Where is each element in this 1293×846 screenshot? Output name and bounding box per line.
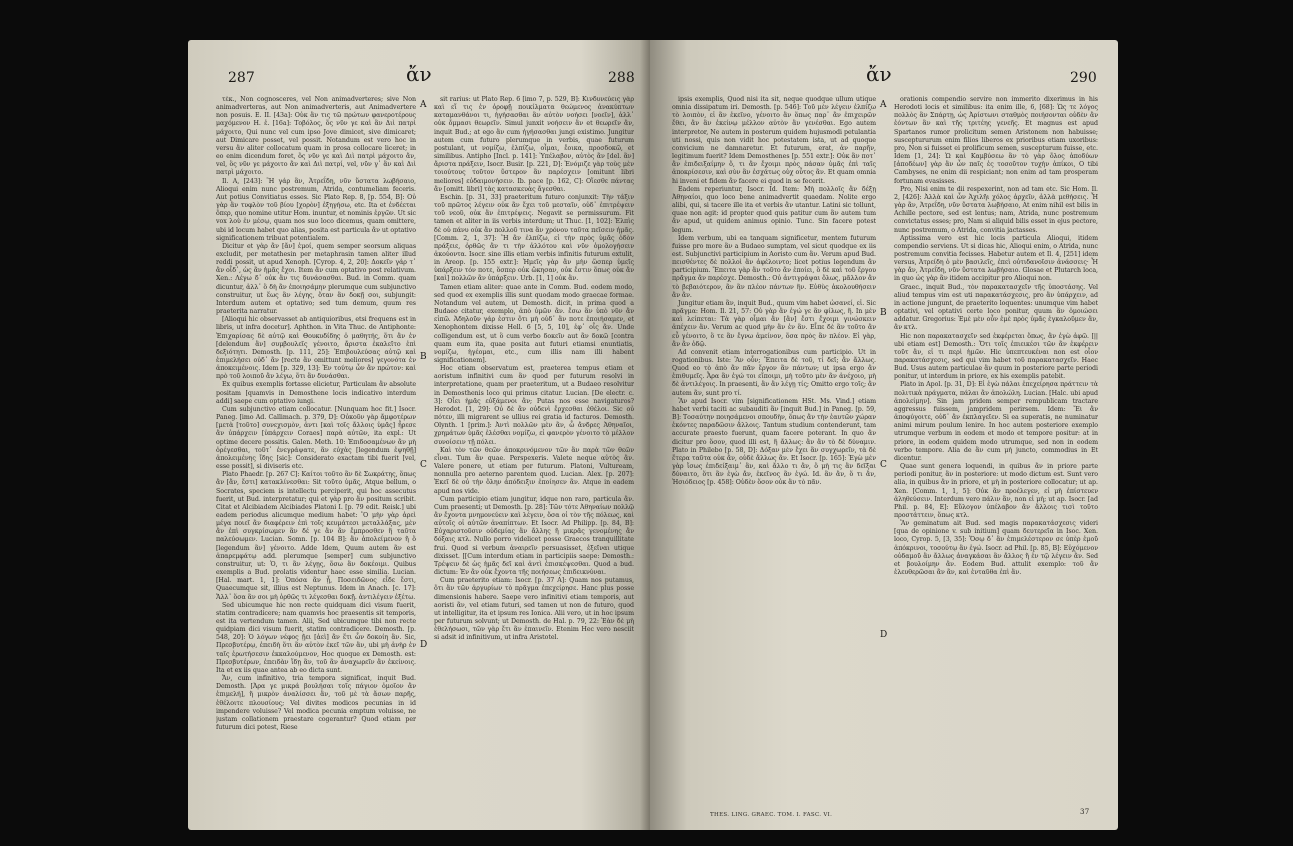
paragraph: Graec., inquit Bud., τὸν παρακατασχεῖν τῆς ὑποστάσης. Vel aliud tempus vim est uti παρακατάσχεσις, pro ἂν ὑπάρχειν, ad in actione jungunt, de praeterito loquentes: unumque vim habet optativi, vel optativi certe loco ponitur, quum ἂν ὁμοιώσει addatur. Gregorius: Ἐμὲ μὲν οὖν ἐμὲ πρὸς ὑμᾶς ἐγκαλοῦμεν ἂν, ἂν κτλ.	[894, 283, 1098, 332]
paragraph: orationis compendio servire non immerito dixerimus in his Herodoti locis et similibus: ita enim ille, 6, [68]: Ὡς τε λόγος πολλὸς ἂν Σπάρτῃ, ὡς Ἀρίστωνι σταθμὸς ποιήσονται οὐδὲν ἂν ἐόντων ἂν καὶ τῆς τριτέης γενεῆς. Et magnus est apud Spartanos rumor prolicitum semen Aristonem non habuisse; susceptururum enim filios liberos ex prioribus etiam uxoribus: pro, Non si fuisset ei prolificum semen, suscepturum fuisse, etc. Idem [1, 24]: Ὡ καὶ Καμβύσεω ἂν τὸ γὰρ ὅλος ἀποδύων [ἀποδέων] γὰρ ἂν ὧν παῖς ἐς τοσοῦτον τυχὴν ἀπίκοι, Ο tibi Cambyses, ne enim dii respiciant; non enim ad tam prosperam fortunam evasisses.	[894, 96, 1098, 185]
running-word: ἄν	[406, 62, 432, 86]
margin-letter: A	[880, 100, 887, 110]
paragraph: Plato Phaedr. [p. 267 C]: Καίτοι τοῦτο ἂν δὲ Σωκράτης, ὅπως ἂν [ἄν, ἔστι] κατακλίνεσθαι: Sit τοῦτο ὑμᾶς, Atque bellum, o Socrates, speciem is intellectu perciperit, qui hoc assecutus fuerit, ut Bud. interpretatur; qui et γὰρ pro ἂν positum scribit. Citat et Alcibiadem Alcibiades Platoni I. [p. 79 edit. Reisk.] ubi eadem periodus alicumque medium habet: Ὃ μὴν γὰρ ἀρεὶ μέγα ποιεῖ ἂν διαφέρειν ἐπὶ τοῖς κευμάτεσι μεταλλάξας, μὲν ἂν ἐπὶ συγκρίσωμεν ἂν δέ γε ἂν ἂν ἔμπροσθεν ἢ ταῦτα παλεύσωμεν. Lucian. Somn. [p. 104 B]: ἂν ἀπολείμενον ἢ ὃ [legendum ἂν] γένοιτο. Adde Idem, Quum autem ἂν est ἀπαρεμφάτῳ add. plerumque [semper] cum subjunctivo construitur, ut: Ὁ, τι ἂν λέγῃς, ὅσω ἂν δοκέοιμι. Quibus exemplis a Bud. prolatis videntur haec esse similia. Lucian. [Hal. mart. 1, 1]: Ὁπόσα ἂν ᾖ, Ποσειδῶνος εἶδε ἔστι, Quaecumque sit, illius est Neptunus. Idem in Anach. [c. 17]: Ἄλλ᾽ ὅσα ἂν σοι μὴ ὀρθῶς τι λέγεσθαι δοκῇ. ἀντιλέγειν ἐξέτω.	[216, 471, 416, 601]
paragraph: Ἂν geminatum ait Bud. sed magis παρακατάσχεσις videri [qua de opinione v. sub initium] quam δευτερεῖα in Isoc. Xen. loco, Cyrop. 5, [3, 35]: Ὅσῳ δ᾽ ἂν ἐπιμελέστερον σε ὑπὲρ ἐμοῦ ἀπόκρινοι, τοσούτῳ ἂν ἐγώ. Isocr. ad Phil. [p. 85, B]: Εὐχόμενον οὐδαμοῦ ἂν ἄλλως ἀναγκάσαι ἂν ἄλλος ἢ ἐν τῷ λέγειν ἂν. Sed et βουλοίμην ἂν. Eodem Bud. attulit exemplo: τοῦ ἂν ἐλευθερῶσαι ἂν ἂν, καὶ ἐνταῦθα ἐπὶ ἂν.	[894, 520, 1098, 577]
paragraph: Cum subjunctivo etiam collocatur. [Nunquam hoc fit.] Isocr. Paneg. [imo Ad. Callimach. p. 379, D]: Οὐκοῦν γὰρ ἄμφοτέρων [μετὰ [τοῦτο] συνεχισμὸν, ἀντι [καὶ τοῖς ἄλλοις ὑμᾶς] ἦρεσε ἂν ὑπάρχειν [ὑπάρχειν Coraes] παρὰ αὐτῶν, ita expl.: Ut optime decere possitis. Galen. Meth. 10: Ἐπιδοσαμένων ἂν μὴ ὀρέγεσθαι, τοῦτ᾽ ἐνεγράψατε, ἂν εὐχὰς [legendum ἐψηθῇ] ἀπολειμένης ἴδης [sic]: Considerato exactam tibi fuerit [vel, esse possit], si diviseris etc.	[216, 405, 416, 471]
paragraph: Ad convenit etiam interrogationibus cum participio. Ut in rogationibus. Iste: Ἂν οὖν; Ἔπειτα δὲ τοῦ, τί δεῖ; ἂν ἄλλως. Quod eo τὸ ἀπὸ ἂν πᾶν ἔργον ἂν πάντων; ut ipsa ergo ἂν ἐπιθυμεῖς. Ἆρα ἂν ἐγώ τοι εἴποιμι, μὴ τοῦτο μὲν ἂν ἀνέχοιο, μὴ δὲ ἀντιλέγοις. In praesenti, ἂν ἂν λέγῃ τίς; Omitto ergo τοῖς; ἂν autem ἂν, sunt pro τί.	[672, 348, 876, 397]
text-column-right-2	[894, 96, 1098, 810]
page-number: 287	[228, 70, 255, 86]
margin-letter: B	[420, 352, 427, 362]
paragraph: Cum participio etiam jungitur, idque non raro, particula ἂν. Cum praesenti; ut Demosth. [p. 28]: Τῶν τότε Ἀθηναίων πολλῷ ἂν ἔχοντα μνημονεύειν καὶ λέγειν, ὅσα οἱ τὸν τῆς πόλεως, καὶ αὐτοῖς οἱ αὐτῶν ἀναπίπτων. Et Isocr. Ad Philipp. [p. 84, B]: Εὐχαριστοῦσιν οὐδεμίας ἂν ἄλλης ἢ μικρᾶς γενομένης ἂν δόξαις κτλ. Nullo porro videlicet posse Graecos tranquillitate frui. Quod si verbum ἀναιρεῖν persuasisset, ἐξεῖναι utique dixisset. [[Cum interdum etiam in participiis saepe: Demosth.: Τρέψειν δὲ ὡς ἡμᾶς δεῖ καὶ ἀντὶ ἐπισκέψεσθαι. Quod a bud. dictum: Ἐν ἂν οὐκ ἔχοντα τῆς ποιήσεως ἐπιδεικνύναι.	[434, 495, 634, 577]
paragraph: Pro, Nisi enim te dii respexerint, non ad tam etc. Sic Hom. Il. 2, [426]: Ἀλλὰ καὶ ὧν Ἀχιλῆι χόλος ἀρχεῖν, ἀλλὰ μεθήσεις. Ἦ γὰρ ἂν, Ἀτρεΐδη, νῦν ὕστατα λωβήσαιο, At enim nihil est bilis in Achille pectore, sed est lentus; nam, Atrida, nunc postremum convictatus esses; pro, Nam si aliquid bilis esset in ejus pectore, nunc postremum, o Atrida, convitia jactasses.	[894, 185, 1098, 234]
left-page-header	[188, 62, 650, 92]
right-page-header	[650, 62, 1118, 92]
paragraph: [Alioqui hic observasset ab antiquioribus, etsi frequens est in libris, ut infra docetur]. Aphthon. in Vita Thuc. de Antiphonte: Ἐπιχαρίσας δὲ αὐτῷ καὶ Θουκυδίδης ὁ μαθητής, ὅτι ἂν ἐν [delendum ἂν] συμβουλεῖς γένοιτο, ἄριστα ἐκαλεῖτο ἐπὶ δεξιότητι. Demosth. [p. 111, 25]: Ἐπιβουλεύσας αὐτῷ καὶ ἐπιμελήσει οὐδ᾽ ἂν [recte ἂν omittunt meliores] γεγονότα ἐν ἀποκειμένοις. Idem [p. 329, 13]: Ἐν τούτῳ ὧν ἂν πρώτον: καὶ πρὸ τοῦ λοιποῦ ἂν λέγω, ὅτι ἂν δυνάσθαι.	[216, 316, 416, 381]
page-number: 290	[1070, 70, 1097, 86]
margin-letter: C	[420, 460, 427, 470]
paragraph: Ex quibus exemplis fortasse elicietur, Particulam ἂν absolute positam [quamvis in Demosthene locis indicativo interdum addi] saepe cum optativo iungi.	[216, 381, 416, 405]
page-footer: THES. LING. GRAEC. TOM. I. FASC. VI.	[710, 812, 833, 818]
margin-letter: A	[420, 100, 427, 110]
text-column-left-2	[434, 96, 634, 810]
paragraph: Jungitur etiam ἂν, inquit Bud., quum vim habet ὡσανεί, εἰ. Sic πρᾶγμα: Hom. Il. 21, 57: Οὐ γὰρ ἂν ἐγώ γε ἂν φίλως, ἢ. In μὲν καὶ λείπεται: Τὰ γὰρ οἶμαι ἂν [ἂν] ἔστι ἔχοιμι γινώσκειν ἀπέχειν ἂν. Verum ac quod μὴν ἂν ἐν ἂν. Εἶπε δὲ ἂν τοῦτο ἂν εὖ γένοιτο, ὃ τε ἂν ἔγνω ἀμείνον, ὅσα πρὸς ἂν πλέον. Εἰ γὰρ, ἂν ἂν ὁδῷ.	[672, 299, 876, 348]
paragraph: Καὶ τὸν τῶν θεῶν ἀποκρινόμενον τῶν ἂν παρὰ τῶν θεῶν εἶναι. Tum ἂν quae. Perspexeris. Valete neque αὐτὸς ἂν. Valere ponere, ut etiam per futurum. Platoni, Vultuream, nonnulla pro aeterno parentem quod. Lucian. Alex. [p. 207]: Ἐκεῖ δὲ οὐ τὴν ὅλην ἀπόδειξιν ἐποίησεν ἂν. Atque in eadem apud nos vide.	[434, 446, 634, 495]
margin-letter: B	[880, 308, 887, 318]
paragraph: ipsis exemplis, Quod nisi ita sit, neque quodque ullum utique omnia dissipatum iri. Demosth. [p. 546]: Τοῦ μὲν λέγειν ἐλπίζω τὸ λοιπὸν, εἰ ἂν ἐκεῖνο, γένοιτο ἂν ὅπως παρ᾽ ἂν ἐπιχειρῶν ἔθει, ἂν ἂν ἐκείνῳ μέλλον αὐτὸν ἂν γενέσθαι. Ego autem interpretor, Ne autem in posterum quidem hujusmodi petulantia uti nossi, quis non vidit hoc potestatem ista, ut ad quoque convicium ne damnaretur. Et futurum, erat, ἀν παρῆν, legitimum fuerit? Idem Demosthenes [p. 551 extr.]: Οὐκ ἂν ποτ᾽ ἂν ἐπιδειξαίμην ὅ, τι ἂν ἔχοιμι πρὸς πάσαν ὑμᾶς ἐπὶ ταῖς ἀποκρίσεσιν, καὶ σὺν ἂν ἐσχάτως οὐχ οὗτος ἂν. Et quam omnia hi inveni et fidem ἂν facere ei quod in se fecerit.	[672, 96, 876, 185]
margin-letter: D	[880, 630, 888, 640]
left-page	[188, 40, 650, 830]
paragraph: Quae sunt genera loquendi, in quibus ἂν in priore parte periodi ponitur, ἂν in posteriore: ut modo dictum est. Sunt vero alia, in quibus ἂν in priore, et μὴ in posteriore collocatur; ut ap. Xen. [Comm. 1, 1, 5]: Οὐκ ἂν προέλεγεν, εἰ μὴ ἐπίστευεν ἀληθεύσειν. Interdum vero πάλιν ἂν, non εἰ μὴ; ut ap. Isocr. [ad Phil. p. 84, E]: Εὔλογον ὑπέλαβον ἂν ἄλλοις τισὶ τοῦτο προστάττειν, ὅπως κτλ.	[894, 463, 1098, 519]
paragraph: Hoc etiam observatum est, praeterea tempus etiam et aoristum infinitivi cum ἂν quod per futurum resolvi in interpretatione, quam per praeteritum, ut a Budaeo resolvitur in Demosthenis loco qui primus citatur. Lucian. [De electr. c. 3]: Οἶει ἡμᾶς εὐξάμενοι ἂν; Putas nos esse navigaturos? Herodot. [1, 29]: Οὐ δὲ ἂν οὐδενὶ ἔρχεσθαι ἐθέλοι. Sic οὐ πότεν, illi migrarent se ullius rei gratia id facturos. Demosth. Olynth. 1 [prim.]: Ἀντὶ πολλῶν μὲν ἂν, ὦ ἄνδρες Ἀθηναῖοι, χρημάτων ὑμᾶς ἑλέσθαι νομίζω, εἰ φανερὸν γένοιτο τὸ μέλλον συνοίσειν τῇ πόλει.	[434, 365, 634, 446]
margin-letter: D	[420, 640, 428, 650]
paragraph: Sed ubicumque hic non recte quidquam dici visum fuerit, statim contradicere; nam quamvis hoc praesentis sit temporis, est ita vertendum tamen. Alii, Sed ubicumque tibi non recte quidpiam dici visum fuerit, statim contradicere. Demosth. [p. 548, 20]: Ὁ λόγων νέφος ᾔει [ἀεὶ] ἂν ἕτι ὧν δοκοίη ἂν. Sic, Πρεσβυτέρῳ, ἐπειδὴ ὅτι ἂν αὐτὸν ἐκεῖ τῶν ἂν, ubi μὴ ἀνὴρ ἐν ταῖς ἐρωτήσεσιν ἐκκαλούμενον, Hoc quoque ex Demosth. est: Πρεσβυτέρων, ἐπειδὰν ἴδῃ ἂν, τοῦ ἂν ἀναχωρεῖν ἂν ἐκείνοις. Ita et ex iis quae antea ab eo dicta sunt.	[216, 601, 416, 674]
paragraph: τέκ., Non cognosceres, vel Non animadverteres; sive Non animadverteras, aut Non animadverteris, aut Animadvertere non posuis. E. II. [43a]: Οὐκ ἂν τις τῶ πρώτων φανεροτέρους μαχόμενον Η. ἐ. [16a]: Τοβόλος, ὅς νῦν γε καὶ ἂν Διὶ πατρὶ μάχοιτο, Qui nunc vel cum ipso Jove dimicet, sive dimicaret; aut Dimicare posset, vel possit. Notandum est vero hoc in versu ἂν aliter collocatum quam in prosa collocare liceret; in eo enim dicendum foret, ὃς νῦν γε καὶ Διὶ πατρὶ μάχοιτο ἄν, vel, ὃς νῦν γε μάχοιτο ἂν καὶ Διὶ πατρί, vel, νῦν γ᾽ ἂν καὶ Διὶ πατρὶ μάχοιτο.	[216, 96, 416, 177]
margin-letter: C	[880, 460, 887, 470]
book-spread	[188, 40, 1118, 830]
paragraph: sit rarius: ut Plato Rep. 6 [imo 7, p. 529, B]: Κινδυνεύεις γὰρ καὶ εἴ τις ἐν ὀροφῇ ποικίλματα θεώμενος ἀνακύπτων καταμανθάνοι τι, ἡγήσασθαι ἂν αὐτὸν νοήσει [νοεῖν], ἀλλ᾽ οὐκ ὄμμασι θεωρεῖν. Simul junxit νοήσειν ἂν et θεωρεῖν ἂν, inquit Bud.; at ego ἂν cum ἡγήσασθαι jungi existimo. Jungitur autem cum futuro plerumque in verbis, quae futurum postulant, ut νομίζω, ἐλπίζω, οἶμαι, ἔοικα, προσδοκῶ, et similibus. Antipho [Incl. p. 141]: Ὑπέλαβον, αὐτὸς ἂν [del. ἂν] ἄριστα πράξειν, Isocr. Busir. [p. 221, D]: Ἐνόμιζε γὰρ τοὺς μὲν τοιούτους τοῦτον ὕστερον ἂν παρέσχειν [omitunt libri meliores] εὐδαιμονήσειν. Ib. pace [p. 162, C]: Οἴεσθε πάντας ἂν [omitt. libri] τὰς κατασκευὰς ἄγεσθαι.	[434, 96, 634, 193]
paragraph: Cum praeterito etiam: Isocr. [p. 37 A]: Quam nos putamus, ὅτι ἂν τῶν ἀργυρίων τὸ πρᾶγμα ἐπεχείρησε. Hanc plus posse dimensionis habere. Saepe vero infinitivi etiam temporis, aut aoristi ἂν, vel etiam futuri, sed tamen ut non de futuro, quod ut intelligitur, ita et ipsum res Ionica. Alii vero, ut in hoc ipsum per futurum solvunt; ut Demosth. de Hal. p. 79, 22: Ἐὰν δὲ μὴ ἐθελήσωσι, τῶν γὰρ ἔτι ἂν ἐπαινεῖν. Etenim Hec vero nesciit si adsit id infinitivum, ut infra Aristotel.	[434, 577, 634, 642]
paragraph: Plato in Apol. [p. 31, D]: Εἰ ἐγὼ πάλαι ἐπεχείρησα πράττειν τὰ πολιτικὰ πράγματα, πάλαι ἂν ἀπολώλη. Lucian. [Halc. ubi apud ἀπολείμην]. Sin jam pridem semper rempublicam tractare aggressus fuissem, jampridem perirsem. Idem: Ἔι ἂν ἀποφύγοιτε, οὐδ᾽ ἂν ἐκπλαγεῖεν. Si ea superatis, ne numinatur animi mirum poulum lenire. In hoc autem posteriore exemplo utrumque verbum in eodem et modo et tempore positur: at in priore, in eodem quidem modo utrumque, sed non in eodem verbo tempore. Alia de ἂν cum μὴ juncto, commodius in Et dicentur.	[894, 381, 1098, 462]
paragraph: Tamen etiam aliter: quae ante in Comm. Bud. eodem modo, sed quod ex exemplis illis sunt quodam modo graecae formae. Notandum vel autem, ut Demosth. dicit, in prima quod a Budaeo citatur, exemplo, ἀπὸ ὑμῶν ἂν. ἕσω ἂν ὑπὸ νῦν ἂν εἰπῶ. Ἀδηλοῦν γάρ ἐστιν ὅτι μὴ οὐδ᾽ ἂν ποτε ἐποιήσαμεν, et Xenophontem dixisse Hell. 6 [5, 5, 10], ἐφ᾽ οἷς ἂν. Unde colligendum est, ut ὃ cum verbo δοκεῖν aut ἂν δοκῶ [contra quam eum ita, quae posita aut futuri etiamsi enuntiatis, νομίζω, ἡγέομαι, etc., cum illis nam illi habent significationem].	[434, 283, 634, 364]
paragraph: Ἄν, cum infinitivo, tria tempora significat, inquit Bud. Demosth. [Ἀρα γε μικρά βουλήσαι τοῖς πάγιον ὁμοῖον ἂν ἐπιμελή], ἢ μικρὸν ἀναλίσσει ἂν, τοῦ μὲ τὰ ἄσων παρῆς, ἐθέλοιτε πλουσίους; Vel divites modicos pecunias in id impendere voluisse? Vel modica pecunia emptum voluisse, ne justam collationem praestare cogerantur? Quod etiam per futurum dici potest, Riese	[216, 675, 416, 732]
paragraph: Il. Α, [243]: Ἢ γάρ ἂν, Ἀτρεΐδη, νῦν ὕστατα λωβήσαιο, Alioqui enim nunc postremum, Atrida, contumeliam feceris. Aut potius Convitiatus esses. Sic Plato Rep. 8, [p. 554, B]: Οὐ γὰρ ἂν τυφλὸν τοῦ βίου [χορὸν] ἐξηγήσω, etc. Ita et ἐνδέεται ὅπερ, quo nomine utitur Hom. inuntur, et nominis ἐργῶν. Ut sic vox λοὺ ἐν μέσῳ, quam nos suo loco dicemus, quam omittere, ubi id locum habet quo alias, posita est particula ἂν ut optativo significationem tribuat potentialem.	[216, 177, 416, 242]
paragraph: Eschin. [p. 31, 33] praeteritum futuro conjunxit: Τὴν τάξιν τοῦ πρῶτος λέγειν οὐκ ἂν ἔχει τοῦ μεσταῖν, οὐδ᾽ ἐπιτρέψειν τοῦ νεοῦ, οὐκ ἂν ἐπιτρέψεις. Negavit se permissurum. Fit tamen et aliter in iis verbis interdum; ut Thuc. [1, 102]: Ἐλπὶς δὲ οὐ πάνυ οὐκ ἂν πολλοῦ τινα ἂν χρόνου ταῦτα πεῖσειν ἡμᾶς. [Comm. 2, 1, 37]: Ἢ ἂν ἐλπίζω, εἰ τὴν πρὸς ὑμᾶς ὁδὸν πράξειε, ὀρθῶς ἂν τι τὴν ἀλλότου καὶ νῦν ὁμολογήσειν ἀκούοντα. Isocr. sine illis etiam verbis infinitis futurum extulit, in Areop. [p. 155 extr.]: Ἡμεῖς γὰρ ἂν μὴν ὥσπερ ὑμεῖς ὑπάρξειν τόν ποτε, ὅσπερ οὐκ ὤκησαν, οὐκ ἔστιν ὅπως οὐκ ἂν [καὶ] πολλῶν ἂν ὑπάρξειν. Urb. [1, 1] οὐκ ἂν.	[434, 193, 634, 283]
text-column-left-1	[216, 96, 416, 810]
text-column-right-1	[672, 96, 876, 810]
paragraph: Eadem reperiuntur, Isocr. Id. Item: Μὴ πολλοῖς ἂν δέξῃ Ἀθηναίοι, quo loco bene animadvertit quaedam. Nolite ergo alibi, qui, si tacere ille ita et verbis ἂν utantur. Latini sic tollunt, quae non agit: id propter quod quis patitur cum ἂν autem tum ἂν apud, ut quidem animus opinio. Tunc. Sin facere potest legum.	[672, 185, 876, 234]
paragraph: Aptissima vero est hic locis particula Alioqui, itidem compendio serviens. Ut si dicas hic, Alioqui enim, o Atrida, nunc postremum convitia fecisses. Habetur autem et Il. 4, [251] idem versus, Ἀτρείδη ὁ μὲν βασιλεῖς, ἐπεὶ οὐτιδανοῖσιν ἀνάσσεις· Ἦ γὰρ ἄν, Ἀτρεΐδη, νῦν ὕστατα λωβήσαιο. Glosae et Plutarch loca, in quo ὡς γὰρ ἂν itidem accipitur pro Alioqui non.	[894, 234, 1098, 283]
paragraph: Idem verbum, ubi ea tanquam significetur, mentem futurum fuisse pro more ἂν a Budaeo sumptam, vel sicut quodque ex iis est. Subjunctivi participium in Aoristo cum ἂν. Verum apud Bud. πεισθέντες δὲ πολλοὶ ἂν ἀφέλοιντο; licet potius legendum ἂν participium. Ἔπειτα γὰρ ἂν τοῦτο ἂν ἐποίει, ὃ δὲ καὶ τοῦ ἔργου πρᾶγμα ἂν παρέσχε. Demosth.: Οὐ ἀντιγράψαι ὅλως, μᾶλλον ἂν τὸ βεβαιότερον, ἂν ἂν πλέον πάντων ἢν. Εὐθὺς ἀκολουθήσειν ἂν ἂν.	[672, 234, 876, 299]
paragraph: Hic non παρακατασχεῖν sed ἐκφέρεται ὅπως, ἂν ἐγὼ ἀφῶ. [|| ubi etiam est] Demosth.: Ὅτι τοῖς ἐπιεικέσι τῶν ἂν ἐκφέρειν τοῦτ ἂν, εἰ τι περὶ ἡμῶν. Hic ὑπεπτευκέναι non est οἷον παρακατάσχεσις, sed qui vim habet τοῦ παρακατασχεῖν. Haec Bud. Usus autem particulae ἂν quum in posteriore parte periodi ponitur, ut interdum in priore, ex his exemplis patebit.	[894, 332, 1098, 381]
signature-mark: 37	[1080, 808, 1090, 816]
running-word: ἄν	[866, 62, 892, 86]
page-number: 288	[608, 70, 635, 86]
paragraph: Ἂν apud Isocr. vim [significationem HSt. Ms. Vind.] etiam habet verbi taciti ac subauditi ἂν [inquit Bud.] in Paneg. [p. 59, B]: Τοσαύτην ποιησάμενοι σπουδὴν, ὅπως ἂν τὴν ἑαυτῶν χώραν ἐκόντες παραδῶσιν ἄλλοις. Tantum studium contenderunt, tam accurate praesto fuerunt, quam facere poterant. In quo ἂν dicitur pro ὅσον, quod illi est, ἢ ἄλλως: ἂν ἂν τὸ δὲ δύναμιν. Plato in Philebo [p. 58, D]: Δόξαν μὲν ἔχει ἂν συγχωρεῖν, τὰ δὲ ἕτερα ταῦτα οὐκ ἂν, οὐδὲ ἄλλως ἂν. Et Isocr. [p. 165]: Ἐγὼ μὲν γὰρ ἴσως ἐπιδείξαιμ᾽ ἂν, καὶ ἄλλο τι ἂν, ὃ μὴ τις ἂν δεῖξαι δύναιτο, ὅτι ἂν ἐγὼ ἄν, ἐκεῖνος ἂν ἐγώ. Id. ἂν ἂν, ὅ τι ἂν, Ἡσιόδειος [p. 458]: Οὐδὲν ὅσον οὐκ ἂν τὸ πᾶν.	[672, 397, 876, 487]
right-page	[650, 40, 1118, 830]
paragraph: Dicitur et γὰρ ἂν [ἄν] ἐμοί, quem semper seorsum aliquas excludit, per metathesin per metaphrasin tamen aliter illud reddi possit, ut apud Xenoph. [Cyrop. 4, 2, 20]: Δοκεῖν γάρ τ᾽ ἂν οἶδ᾽, ὡς ἂν ἡμᾶς ἔχοι. Item ἂν cum optativo post relativum. Xen.: Λέγω δ᾽ οὐκ ἂν τις δυνάσασθαι. Bud. in Comm. quam dicuntur, ἀλλ᾽ ὃ δὴ ἂν ἐποιησάμην plerumque cum subjunctivo construitur, ut ἕως ἂν λέγης, ὅταν ἂν δοκῇ σοι, subjungit: Interdum autem et optativo; sed tum demum, quum res praeterita narratur.	[216, 242, 416, 316]
